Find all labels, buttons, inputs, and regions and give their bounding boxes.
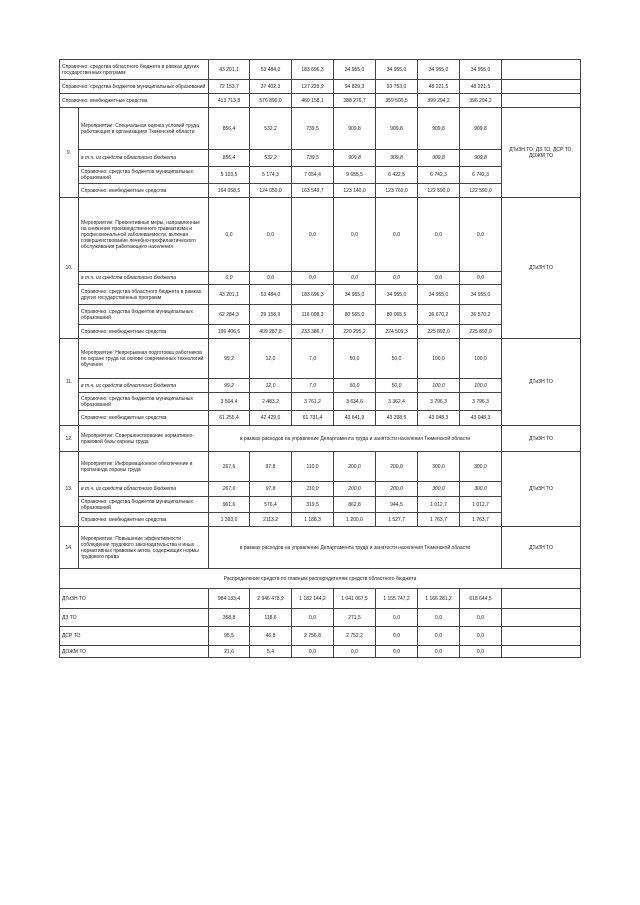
item-number: 10. [60,198,79,339]
row-label: Справочно: внебюджетные средства [79,411,209,426]
row-label: Справочно: средства бюджетов муниципальных образований [79,497,209,513]
value-cell: 34 955,0 [460,60,502,80]
value-cell: 80 565,0 [334,305,376,325]
value-cell: 3 796,3 [460,393,502,411]
value-cell: 0,0 [460,627,502,646]
value-cell: 233 386,7 [292,325,334,339]
row-label: в т.ч. из средств областного бюджета [79,150,209,167]
row-label: ДТиЗН ТО [60,589,209,609]
value-cell: 43 048,3 [418,411,460,426]
value-cell: 944,5 [376,497,418,513]
value-cell: 0,0 [460,198,502,272]
value-cell: 0,0 [460,272,502,285]
value-cell: 124 050,0 [250,184,292,198]
value-cell: 43 048,3 [460,411,502,426]
value-cell: 5 174,3 [250,167,292,184]
value-cell: 3 761,2 [292,393,334,411]
table-row [60,198,581,272]
table-row [60,339,581,379]
value-cell: 200,0 [376,482,418,497]
value-cell: 319,5 [292,497,334,513]
value-cell: 110,0 [292,452,334,482]
value-cell: 12,0 [250,339,292,379]
row-label: в т.ч. из средств областного бюджета [79,482,209,497]
value-cell: 42 429,0 [250,411,292,426]
value-cell: 127 229,9 [292,80,334,94]
value-cell: 409 287,8 [250,325,292,339]
value-cell: 43 201,1 [209,60,250,80]
value-cell: 413 713,8 [209,94,250,108]
value-cell: 739,5 [292,108,334,150]
row-label: Справочно: внебюджетные средства [79,513,209,527]
value-cell: 99,2 [209,379,250,393]
table-row [60,94,581,108]
value-cell: 0,0 [292,272,334,285]
value-cell: 122 590,0 [460,184,502,198]
value-cell: 2 483,2 [250,393,292,411]
value-cell: 220 295,2 [334,325,376,339]
value-cell: 300,0 [460,452,502,482]
value-cell: 99,2 [209,339,250,379]
value-cell: 36 670,2 [418,305,460,325]
value-cell: 72 153,7 [209,80,250,94]
value-cell: 862,8 [334,497,376,513]
value-cell: 0,0 [209,198,250,272]
span-note: в рамках расходов на управление Департамента труда и занятости населения Тюменской области [209,426,502,452]
table-row [60,589,581,609]
value-cell: 93 753,0 [376,80,418,94]
executor-cell [502,80,581,94]
item-number: 11. [60,339,79,426]
value-cell: 909,8 [418,150,460,167]
value-cell: 0,0 [418,272,460,285]
row-label: Справочно: внебюджетные средства [79,184,209,198]
value-cell: 300,0 [418,452,460,482]
value-cell: 909,8 [376,108,418,150]
value-cell: 0,0 [292,646,334,658]
table-row [60,646,581,658]
value-cell: 43 398,5 [376,411,418,426]
value-cell: 2113,2 [250,513,292,527]
value-cell: 43 641,9 [334,411,376,426]
value-cell: 43 201,1 [209,285,250,305]
value-cell: 0,0 [418,198,460,272]
table-row [60,60,581,80]
value-cell: 359 500,5 [376,94,418,108]
row-label: ДОЖМ ТО [60,646,209,658]
value-cell: 7 054,4 [292,167,334,184]
value-cell: 0,0 [460,609,502,627]
value-cell: 0,0 [209,272,250,285]
value-cell: 53 484,0 [250,285,292,305]
value-cell: 909,8 [376,150,418,167]
budget-table [59,59,581,658]
value-cell: 909,8 [460,108,502,150]
value-cell: 0,0 [250,272,292,285]
value-cell: 1 166 281,2 [418,589,460,609]
value-cell: 34 955,0 [418,60,460,80]
value-cell: 110,0 [292,482,334,497]
value-cell: 0,0 [376,627,418,646]
table-row [60,609,581,627]
value-cell: 300,0 [460,482,502,497]
value-cell: 200,0 [376,452,418,482]
value-cell: 739,5 [292,150,334,167]
value-cell: 0,0 [418,627,460,646]
value-cell: 116 098,3 [292,305,334,325]
value-cell: 1 012,7 [460,497,502,513]
executor-cell [502,609,581,627]
value-cell: 1 188,3 [292,513,334,527]
value-cell: 0,0 [376,646,418,658]
value-cell: 0,0 [334,198,376,272]
executor-cell: ДТиЗН ТО [502,452,581,527]
executor-cell: ДТиЗН ТО [502,527,581,569]
value-cell: 396 294,2 [460,94,502,108]
value-cell: 7,0 [292,339,334,379]
value-cell: 0,0 [334,272,376,285]
row-label: Справочно: внебюджетные средства [60,94,209,108]
value-cell: 0,0 [418,646,460,658]
value-cell: 1 012,7 [418,497,460,513]
value-cell: 100,0 [460,339,502,379]
value-cell: 48 221,5 [418,80,460,94]
value-cell: 36 570,2 [460,305,502,325]
value-cell: 3 634,6 [334,393,376,411]
value-cell: 3 362,4 [376,393,418,411]
distribution-header: Распределение средств по главным распорядителям средств областного бюджета [60,569,581,589]
value-cell: 94 829,3 [334,80,376,94]
value-cell: 1 763,7 [418,513,460,527]
value-cell: 100,0 [418,339,460,379]
value-cell: 122 590,0 [418,184,460,198]
value-cell: 50,0 [334,339,376,379]
value-cell: 1 527,7 [376,513,418,527]
value-cell: 5,4 [250,646,292,658]
span-note: в рамках расходов на управление Департамента труда и занятости населения Тюменской области [209,527,502,569]
value-cell: 34 955,0 [376,285,418,305]
executor-cell: ДТиЗН ТО, ДЗ ТО, ДСР ТО, ДОЖМ ТО [502,108,581,198]
value-cell: 0,0 [418,609,460,627]
value-cell: 164 058,5 [209,184,250,198]
executor-cell [502,646,581,658]
value-cell: 618 644,5 [460,589,502,609]
value-cell: 37 402,3 [250,80,292,94]
item-number: 13. [60,452,79,527]
value-cell: 225 892,0 [418,325,460,339]
value-cell: 856,4 [209,108,250,150]
executor-cell [502,627,581,646]
row-label: Справочно: средства бюджетов муниципальных образований [79,167,209,184]
row-label: Справочно: средства областного бюджета в рамках других государственных программ [79,285,209,305]
executor-cell: ДТиЗН ТО [502,339,581,426]
value-cell: 123 760,0 [376,184,418,198]
value-cell: 183 696,3 [292,285,334,305]
item-number: 9. [60,108,79,198]
value-cell: 97,8 [250,482,292,497]
value-cell: 300,0 [418,482,460,497]
row-label: Справочно: средства бюджетов муниципальных образований [79,393,209,411]
value-cell: 856,4 [209,150,250,167]
value-cell: 3 504,4 [209,393,250,411]
item-number: 14. [60,527,79,569]
row-label: Справочно: средства бюджетов муниципальных образований [60,80,209,94]
value-cell: 34 955,0 [418,285,460,305]
row-label: Мероприятие: Превентивные меры, направленные на снижение производственного травматизма и профессиональной заболеваемости, включая совершенствование лечебно-профилактического обслуживания работающего населения [79,198,209,272]
value-cell: 1 182 144,2 [292,589,334,609]
row-label: Мероприятие: Совершенствование нормативно-правовой базы охраны труда [79,426,209,452]
value-cell: 163 549,7 [292,184,334,198]
value-cell: 0,0 [292,198,334,272]
row-label: в т.ч. из средств областного бюджета [79,272,209,285]
value-cell: 29 158,9 [250,305,292,325]
value-cell: 1 200,0 [334,513,376,527]
value-cell: 909,8 [334,150,376,167]
value-cell: 6 742,3 [418,167,460,184]
value-cell: 61 255,4 [209,411,250,426]
value-cell: 460 158,1 [292,94,334,108]
item-number: 12. [60,426,79,452]
row-label: Мероприятие: Специальная оценка условий труда работающих в организациях Тюменской области [79,108,209,150]
table-row [60,569,581,589]
executor-cell: ДТиЗН ТО [502,426,581,452]
row-label: Справочно: внебюджетные средства [79,325,209,339]
value-cell: 80 065,5 [376,305,418,325]
value-cell: 196 406,6 [209,325,250,339]
value-cell: 3 796,3 [418,393,460,411]
value-cell: 50,0 [334,379,376,393]
table-row [60,452,581,482]
row-label: ДЗ ТО [60,609,209,627]
document-page [59,59,580,658]
value-cell: 2 946 478,9 [250,589,292,609]
value-cell: 576,4 [250,497,292,513]
value-cell: 34 955,0 [334,285,376,305]
table-row [60,426,581,452]
executor-cell [502,60,581,80]
row-label: Справочно: средства бюджетов муниципальных образований [79,305,209,325]
value-cell: 50,0 [376,339,418,379]
executor-cell [502,94,581,108]
value-cell: 34 955,0 [376,60,418,80]
value-cell: 183 696,3 [292,60,334,80]
value-cell: 1 763,7 [460,513,502,527]
value-cell: 9 655,5 [334,167,376,184]
value-cell: 388 276,7 [334,94,376,108]
value-cell: 95,5 [209,627,250,646]
value-cell: 224 509,3 [376,325,418,339]
value-cell: 34 955,0 [334,60,376,80]
executor-cell: ДТиЗН ТО [502,198,581,339]
value-cell: 61 731,4 [292,411,334,426]
value-cell: 225 892,0 [460,325,502,339]
value-cell: 12,0 [250,379,292,393]
value-cell: 6 422,5 [376,167,418,184]
table-row [60,627,581,646]
value-cell: 97,8 [250,452,292,482]
executor-cell [502,589,581,609]
value-cell: 100,0 [418,379,460,393]
value-cell: 200,0 [334,482,376,497]
value-cell: 5 103,5 [209,167,250,184]
row-label: Мероприятие: Информационное обеспечение и пропаганда охраны труда [79,452,209,482]
value-cell: 399 294,2 [418,94,460,108]
value-cell: 123 140,0 [334,184,376,198]
value-cell: 0,0 [460,646,502,658]
value-cell: 532,2 [250,150,292,167]
value-cell: 0,0 [292,609,334,627]
row-label: Мероприятие: Повышение эффективности соблюдения трудового законодательства и иных нормативных правовых актов, содержащих нормы трудового права [79,527,209,569]
value-cell: 0,0 [250,198,292,272]
value-cell: 984 133,4 [209,589,250,609]
value-cell: 358,8 [209,609,250,627]
value-cell: 576 890,0 [250,94,292,108]
value-cell: 1 041 067,5 [334,589,376,609]
value-cell: 1 393,0 [209,513,250,527]
row-label: Справочно: средства областного бюджета в рамках других государственных программ [60,60,209,80]
value-cell: 961,6 [209,497,250,513]
value-cell: 48 221,5 [460,80,502,94]
value-cell: 34 955,0 [460,285,502,305]
table-row [60,108,581,150]
value-cell: 1 155 747,2 [376,589,418,609]
value-cell: 200,0 [334,452,376,482]
value-cell: 909,8 [460,150,502,167]
value-cell: 118,6 [250,609,292,627]
value-cell: 53 484,0 [250,60,292,80]
row-label: Мероприятие: Непрерывная подготовка работников по охране труда на основе современных технологий обучения [79,339,209,379]
value-cell: 0,0 [376,198,418,272]
value-cell: 21,6 [209,646,250,658]
value-cell: 50,0 [376,379,418,393]
value-cell: 271,5 [334,609,376,627]
value-cell: 2 756,8 [292,627,334,646]
value-cell: 46,8 [250,627,292,646]
value-cell: 62 284,3 [209,305,250,325]
table-row [60,527,581,569]
value-cell: 909,8 [418,108,460,150]
row-label: ДСР ТО [60,627,209,646]
value-cell: 267,6 [209,482,250,497]
value-cell: 909,8 [334,108,376,150]
value-cell: 7,0 [292,379,334,393]
value-cell: 532,2 [250,108,292,150]
value-cell: 2 752,2 [334,627,376,646]
value-cell: 100,0 [460,379,502,393]
value-cell: 267,6 [209,452,250,482]
value-cell: 6 742,3 [460,167,502,184]
row-label: в т.ч. из средств областного бюджета [79,379,209,393]
value-cell: 0,0 [334,646,376,658]
value-cell: 0,0 [376,609,418,627]
table-row [60,80,581,94]
table-body [60,60,581,658]
value-cell: 0,0 [376,272,418,285]
